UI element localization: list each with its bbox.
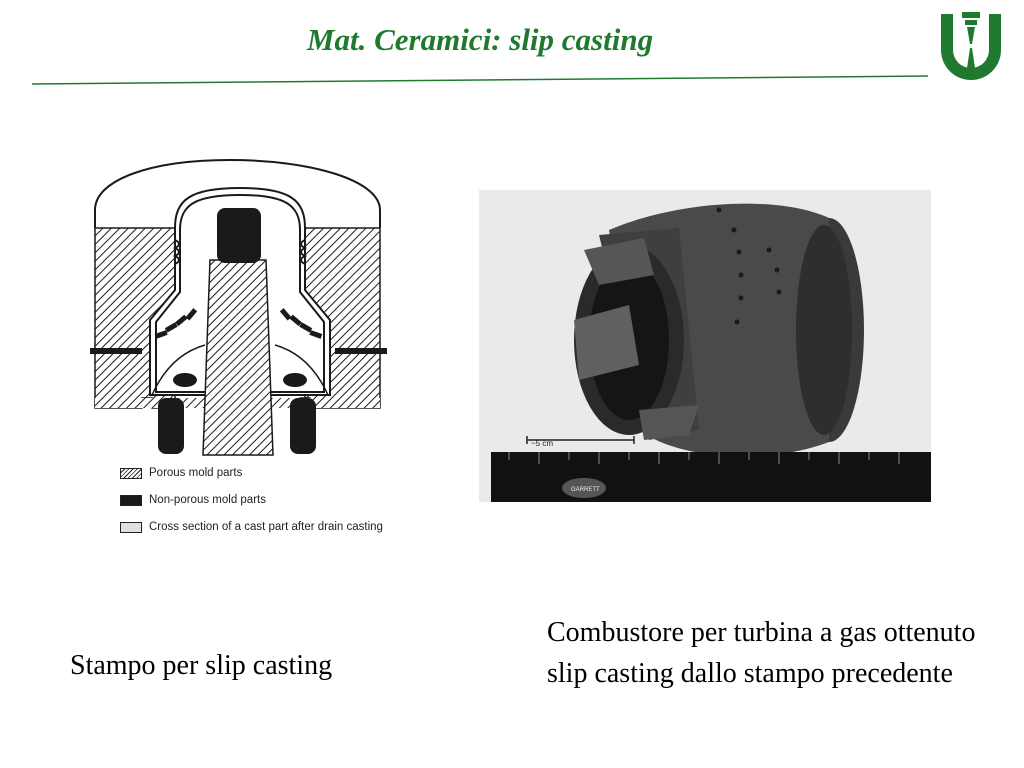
right-caption: Combustore per turbina a gas ottenuto slip casting dallo stampo precedente xyxy=(547,617,976,689)
combustor-photo xyxy=(479,190,931,502)
legend-item-non-porous xyxy=(120,493,409,508)
left-caption: Stampo per slip casting xyxy=(70,650,333,681)
scale-label: ~5 cm xyxy=(531,439,554,448)
legend-item-porous xyxy=(120,466,409,481)
university-logo-icon xyxy=(937,8,1005,84)
slide-title: Mat. Ceramici: slip casting xyxy=(306,22,654,57)
solid-black-swatch-icon xyxy=(120,495,142,506)
light-swatch-icon xyxy=(120,522,142,533)
legend-label: Non-porous mold parts xyxy=(149,494,266,506)
legend-item-cast-part xyxy=(120,520,409,535)
ruler-brand: GARRETT xyxy=(571,487,600,493)
mold-cross-section-diagram xyxy=(80,140,400,460)
hatched-swatch-icon xyxy=(120,468,142,479)
legend-label: Cross section of a cast part after drain casting xyxy=(149,521,383,533)
diagram-legend xyxy=(120,466,409,547)
legend-label: Porous mold parts xyxy=(149,467,243,479)
title-divider xyxy=(0,0,1024,100)
